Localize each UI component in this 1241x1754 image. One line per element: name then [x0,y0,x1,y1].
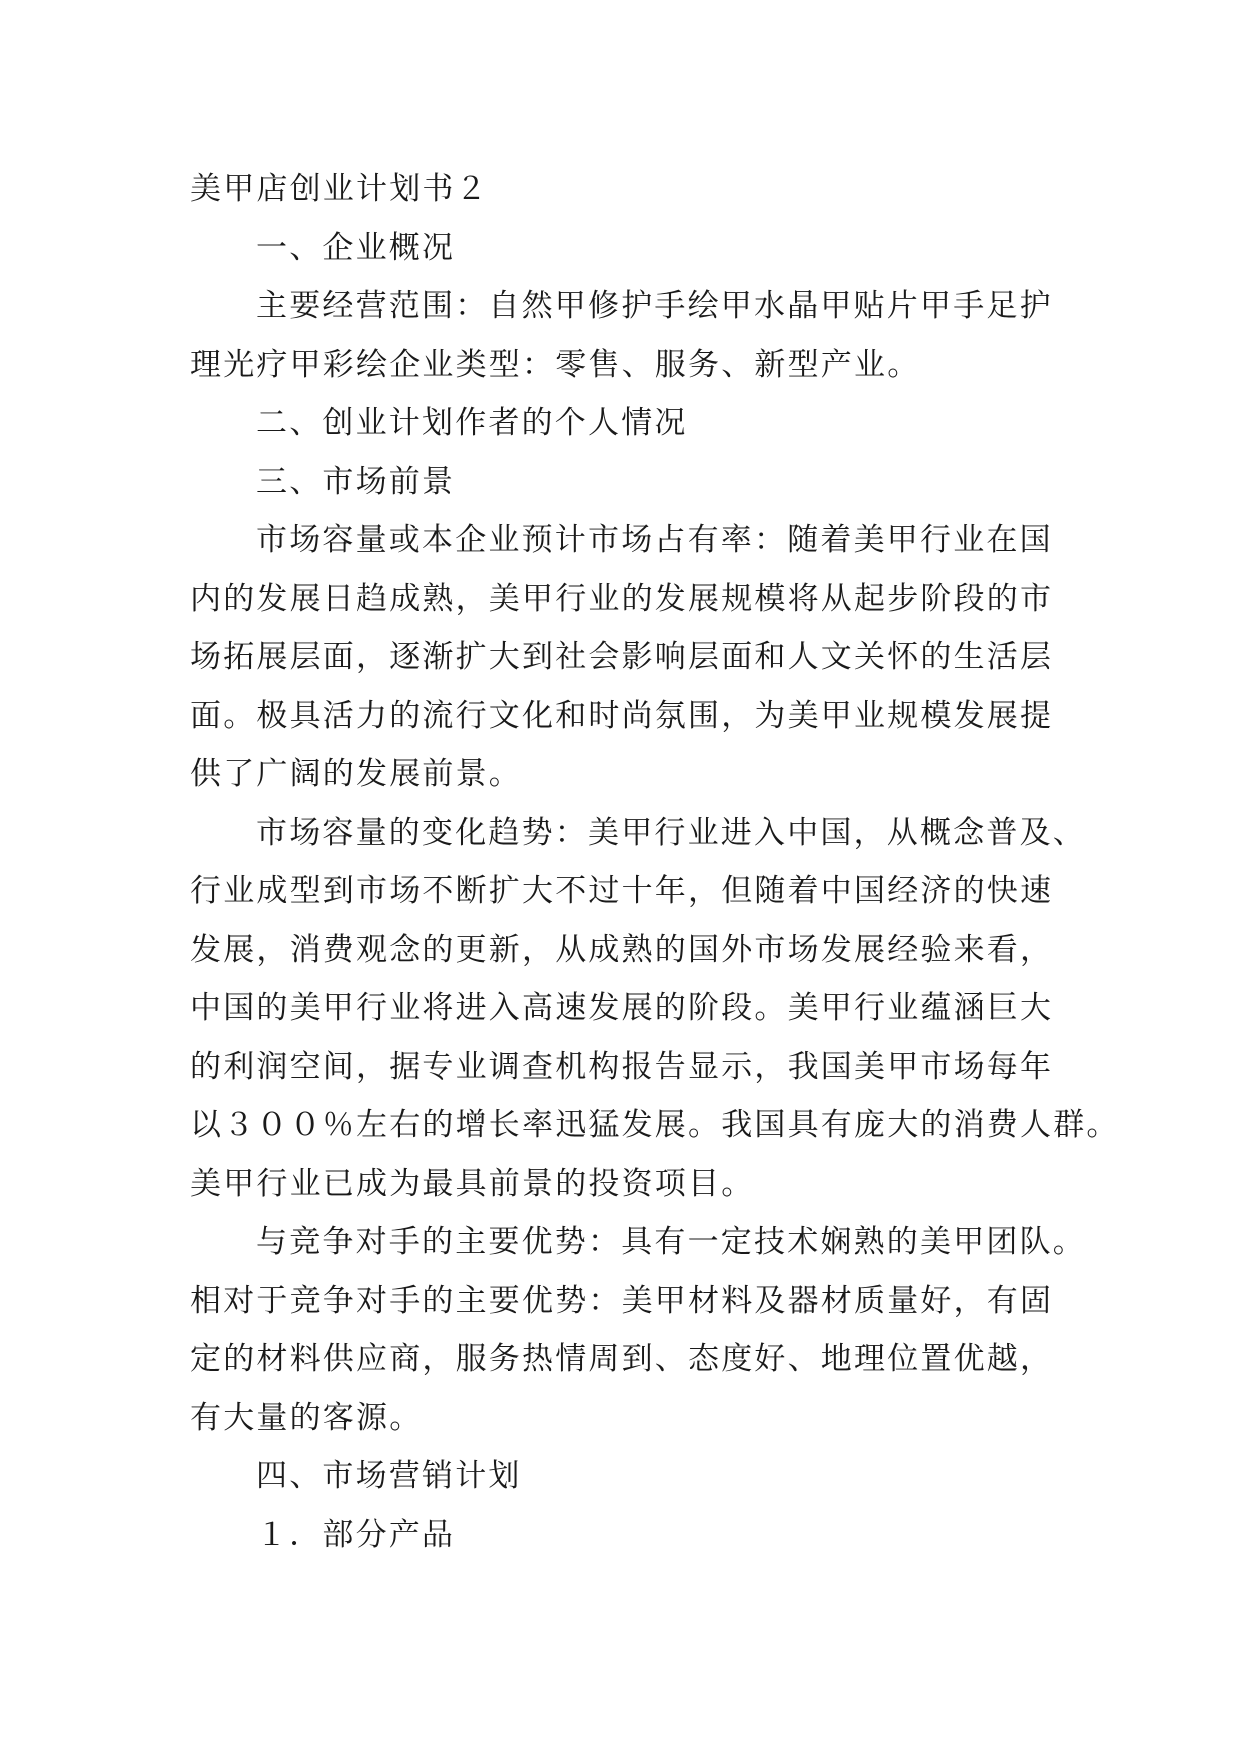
paragraph-line: 供了广阔的发展前景。 [190,756,522,792]
paragraph-line: 市场容量或本企业预计市场占有率：随着美甲行业在国 [256,522,1053,558]
document-title: 美甲店创业计划书２ [190,171,489,207]
paragraph-line: 有大量的客源。 [190,1399,423,1436]
paragraph-line: 中国的美甲行业将进入高速发展的阶段。美甲行业蕴涵巨大 [190,990,1054,1026]
paragraph-line: 主要经营范围：自然甲修护手绘甲水晶甲贴片甲手足护 [256,288,1053,324]
paragraph-line: 的利润空间，据专业调查机构报告显示，我国美甲市场每年 [190,1048,1054,1085]
paragraph-line: 定的材料供应商，服务热情周到、态度好、地理位置优越， [190,1341,1054,1377]
paragraph-line: 一、企业概况 [256,229,456,266]
paragraph-line: 二、创业计划作者的个人情况 [256,405,688,441]
paragraph-line: 行业成型到市场不断扩大不过十年，但随着中国经济的快速 [190,873,1054,909]
paragraph-line: 面。极具活力的流行文化和时尚氛围，为美甲业规模发展提 [190,697,1054,734]
paragraph-line: 与竞争对手的主要优势：具有一定技术娴熟的美甲团队。 [256,1224,1086,1260]
paragraph-line: 以３００％左右的增长率迅猛发展。我国具有庞大的消费人群。 [190,1107,1120,1143]
paragraph-line: 场拓展层面，逐渐扩大到社会影响层面和人文关怀的生活层 [190,639,1054,675]
document-page [190,160,1120,1564]
paragraph-line: 市场容量的变化趋势：美甲行业进入中国，从概念普及、 [256,814,1086,851]
paragraph-line: 理光疗甲彩绘企业类型：零售、服务、新型产业。 [190,346,921,383]
paragraph-line: 相对于竞争对手的主要优势：美甲材料及器材质量好，有固 [190,1282,1054,1319]
paragraph-line: 内的发展日趋成熟，美甲行业的发展规模将从起步阶段的市 [190,580,1054,617]
document-body [190,219,1120,1565]
paragraph-line: 四、市场营销计划 [256,1458,522,1494]
paragraph-line: 美甲行业已成为最具前景的投资项目。 [190,1165,755,1202]
paragraph-line: 三、市场前景 [256,463,456,500]
paragraph-line: 发展，消费观念的更新，从成熟的国外市场发展经验来看， [190,931,1054,968]
paragraph-line: １．部分产品 [256,1516,456,1553]
